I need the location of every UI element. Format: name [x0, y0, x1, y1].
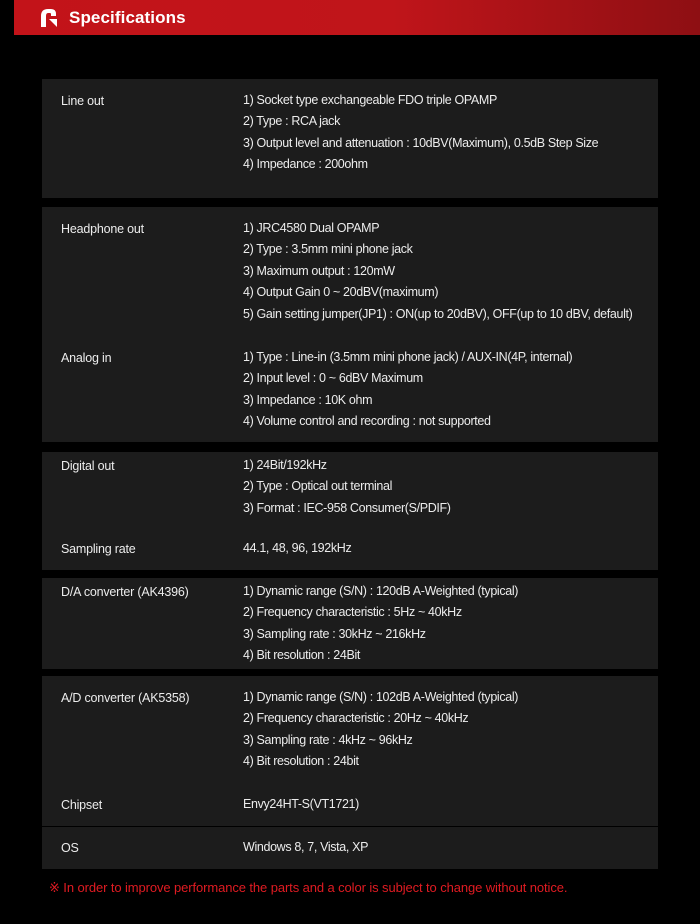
- spec-value: 1) Dynamic range (S/N) : 120dB A-Weighted (typical): [243, 584, 519, 598]
- spec-value: 44.1, 48, 96, 192kHz: [243, 541, 352, 555]
- spec-value: 4) Bit resolution : 24bit: [243, 754, 359, 769]
- spec-label: OS: [61, 841, 79, 855]
- spec-value: 3) Sampling rate : 30kHz ~ 216kHz: [243, 626, 426, 641]
- spec-value: 2) Frequency characteristic : 5Hz ~ 40kHz: [243, 605, 462, 620]
- spec-label: Digital out: [61, 459, 115, 473]
- spec-value-list: [243, 90, 598, 176]
- spec-value: 2) Input level : 0 ~ 6dBV Maximum: [243, 371, 423, 386]
- section-header: [14, 0, 700, 35]
- spec-value: 5) Gain setting jumper(JP1) : ON(up to 20dBV), OFF(up to 10 dBV, default): [243, 306, 633, 321]
- spec-label: A/D converter (AK5358): [61, 691, 190, 705]
- spec-row-sampling-rate: [42, 528, 658, 570]
- spec-row-da-converter: [42, 578, 658, 669]
- spec-value: Envy24HT-S(VT1721): [243, 797, 359, 811]
- spec-label: Line out: [61, 94, 104, 108]
- spec-value: 4) Impedance : 200ohm: [243, 157, 368, 172]
- spec-value: 3) Output level and attenuation : 10dBV(Maximum), 0.5dB Step Size: [243, 135, 599, 150]
- spec-value-list: [243, 794, 359, 815]
- spec-label: Analog in: [61, 351, 112, 365]
- brand-logo-icon: [38, 7, 60, 29]
- spec-value-list: [243, 218, 632, 325]
- spec-value: 2) Type : 3.5mm mini phone jack: [243, 242, 413, 257]
- page-title: Specifications: [69, 7, 186, 27]
- spec-row-ad-converter: [42, 676, 658, 785]
- spec-label: Sampling rate: [61, 542, 136, 556]
- spec-value: 1) Dynamic range (S/N) : 102dB A-Weighted (typical): [243, 690, 519, 704]
- spec-value: 3) Impedance : 10K ohm: [243, 392, 373, 407]
- spec-value: 1) Type : Line-in (3.5mm mini phone jack) / AUX-IN(4P, internal): [243, 350, 573, 364]
- spec-row-chipset: [42, 784, 658, 826]
- disclaimer-note: ※ In order to improve performance the parts and a color is subject to change without notice.: [49, 880, 568, 895]
- spec-value: 3) Format : IEC-958 Consumer(S/PDIF): [243, 500, 451, 515]
- spec-value: 2) Frequency characteristic : 20Hz ~ 40kHz: [243, 711, 469, 726]
- spec-value: 3) Maximum output : 120mW: [243, 263, 395, 278]
- spec-value: 1) Socket type exchangeable FDO triple OPAMP: [243, 93, 497, 107]
- spec-row-analog-in: [42, 336, 658, 442]
- spec-value-list: [243, 837, 368, 858]
- spec-label: D/A converter (AK4396): [61, 585, 189, 599]
- spec-value: 2) Type : RCA jack: [243, 114, 340, 129]
- spec-value: Windows 8, 7, Vista, XP: [243, 840, 369, 854]
- spec-label: Chipset: [61, 798, 102, 812]
- spec-value-list: [243, 581, 518, 667]
- spec-row-digital-out: [42, 452, 658, 536]
- spec-value-list: [243, 455, 451, 519]
- spec-row-line-out: [42, 79, 658, 198]
- spec-value: 1) 24Bit/192kHz: [243, 458, 327, 472]
- spec-label: Headphone out: [61, 222, 144, 236]
- spec-value-list: [243, 347, 572, 433]
- spec-value: 2) Type : Optical out terminal: [243, 479, 393, 494]
- spec-row-os: [42, 827, 658, 869]
- spec-value: 1) JRC4580 Dual OPAMP: [243, 221, 380, 235]
- spec-value-list: [243, 687, 518, 773]
- spec-value: 4) Bit resolution : 24Bit: [243, 648, 361, 663]
- spec-value-list: [243, 538, 351, 559]
- spec-value: 4) Volume control and recording : not supported: [243, 414, 491, 429]
- spec-value: 4) Output Gain 0 ~ 20dBV(maximum): [243, 285, 439, 300]
- spec-value: 3) Sampling rate : 4kHz ~ 96kHz: [243, 732, 413, 747]
